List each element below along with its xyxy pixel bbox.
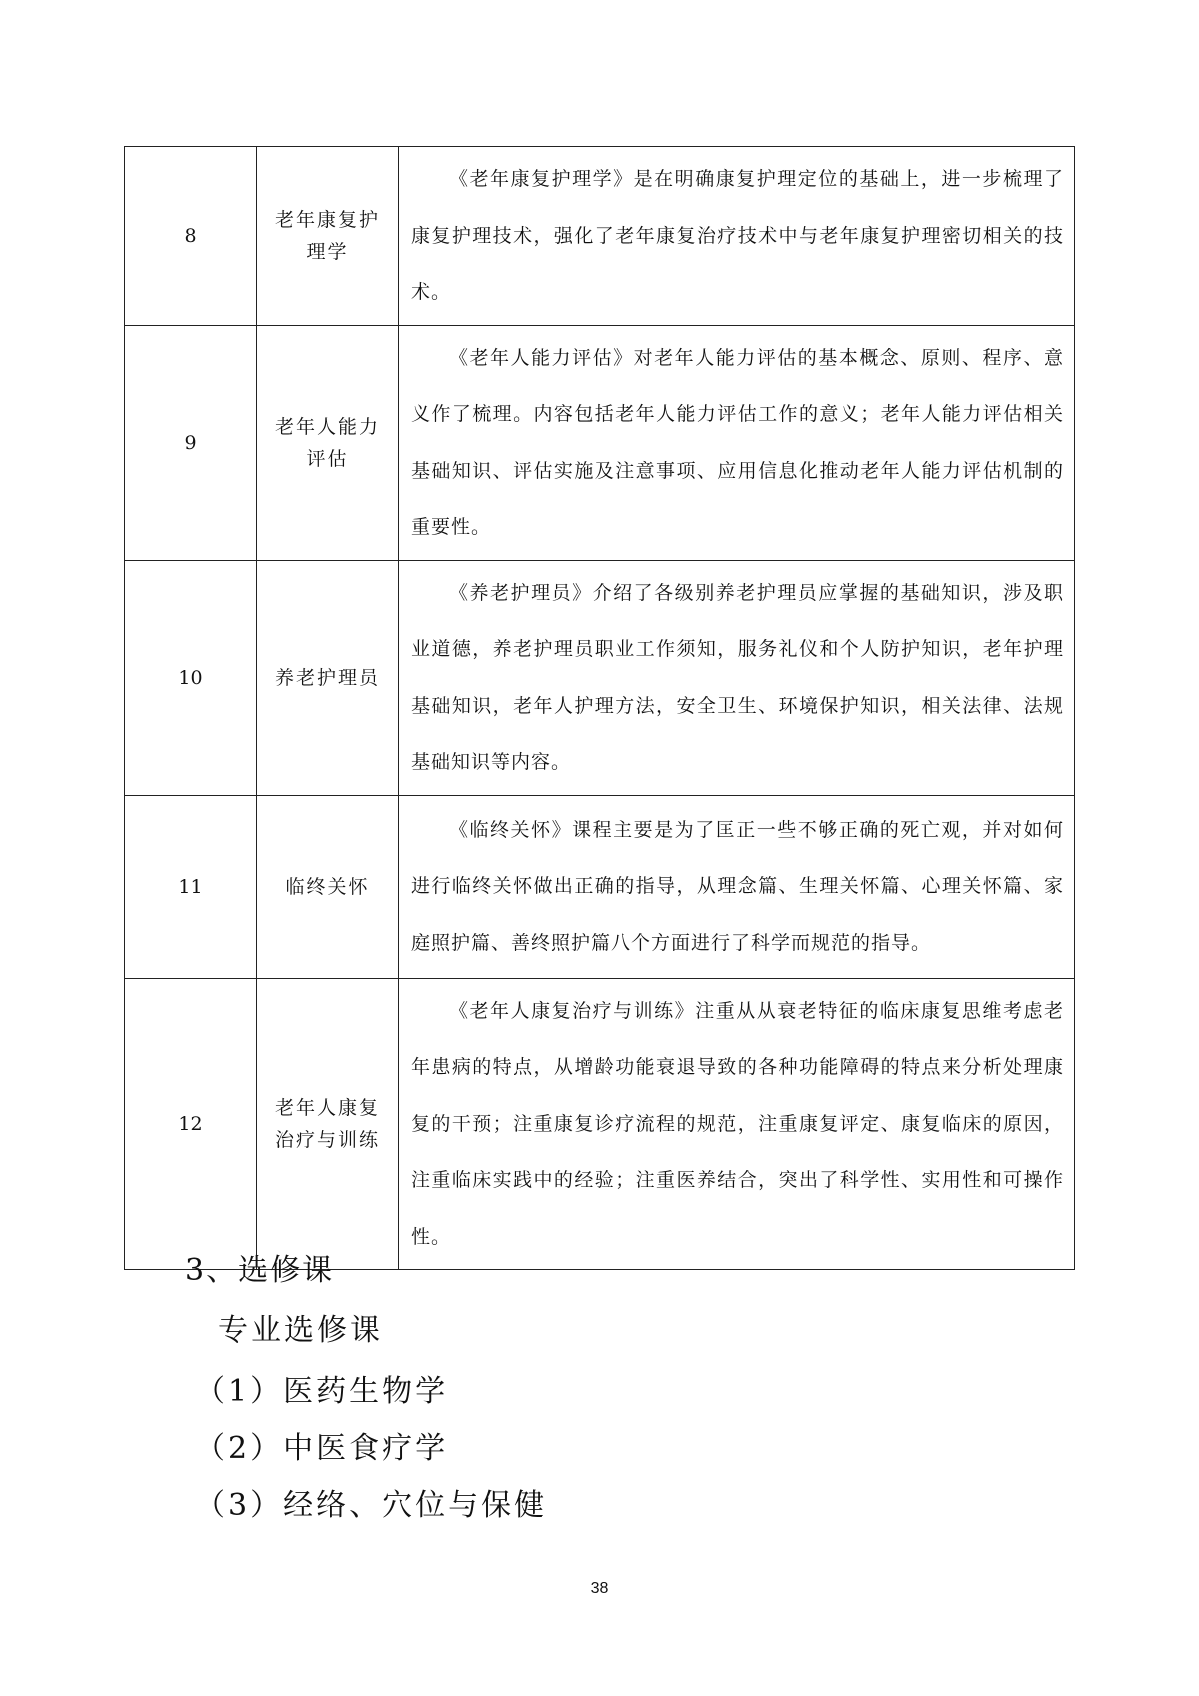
course-name: 养老护理员 [257,560,399,795]
course-name: 老年人能力评估 [257,325,399,560]
course-number: 10 [125,560,257,795]
course-description: 《老年人康复治疗与训练》注重从从衰老特征的临床康复思维考虑老年患病的特点，从增龄功能衰退导致的各种功能障碍的特点来分析处理康复的干预；注重康复诊疗流程的规范，注重康复评定、康复临床的原因，注重临床实践中的经验；注重医养结合，突出了科学性、实用性和可操作性。 [399,978,1075,1270]
table-row [125,147,1075,326]
list-item: （2）中医食疗学 [195,1431,449,1466]
page-number: 38 [590,1580,609,1597]
course-number: 12 [125,978,257,1270]
course-name: 老年人康复治疗与训练 [257,978,399,1270]
elective-course-list [195,1363,547,1534]
course-number: 11 [125,795,257,978]
course-description: 《临终关怀》课程主要是为了匡正一些不够正确的死亡观，并对如何进行临终关怀做出正确的指导，从理念篇、生理关怀篇、心理关怀篇、家庭照护篇、善终照护篇八个方面进行了科学而规范的指导。 [399,795,1075,978]
course-number: 8 [125,147,257,326]
list-item: （1）医药生物学 [195,1374,449,1409]
course-description: 《老年人能力评估》对老年人能力评估的基本概念、原则、程序、意义作了梳理。内容包括老年人能力评估工作的意义；老年人能力评估相关基础知识、评估实施及注意事项、应用信息化推动老年人能力评估机制的重要性。 [399,325,1075,560]
course-table [124,146,1075,1270]
section-subheading: 专业选修课 [218,1313,383,1348]
course-description: 《老年康复护理学》是在明确康复护理定位的基础上，进一步梳理了康复护理技术，强化了老年康复治疗技术中与老年康复护理密切相关的技术。 [399,147,1075,326]
table-row [125,978,1075,1270]
course-name: 临终关怀 [257,795,399,978]
course-description: 《养老护理员》介绍了各级别养老护理员应掌握的基础知识，涉及职业道德，养老护理员职业工作须知，服务礼仪和个人防护知识，老年护理基础知识，老年人护理方法，安全卫生、环境保护知识，相关法律、法规基础知识等内容。 [399,560,1075,795]
course-number: 9 [125,325,257,560]
table-row [125,325,1075,560]
table-row [125,560,1075,795]
section-heading: 3、选修课 [185,1253,335,1288]
list-item: （3）经络、穴位与保健 [195,1488,548,1523]
course-name: 老年康复护理学 [257,147,399,326]
table-row [125,795,1075,978]
